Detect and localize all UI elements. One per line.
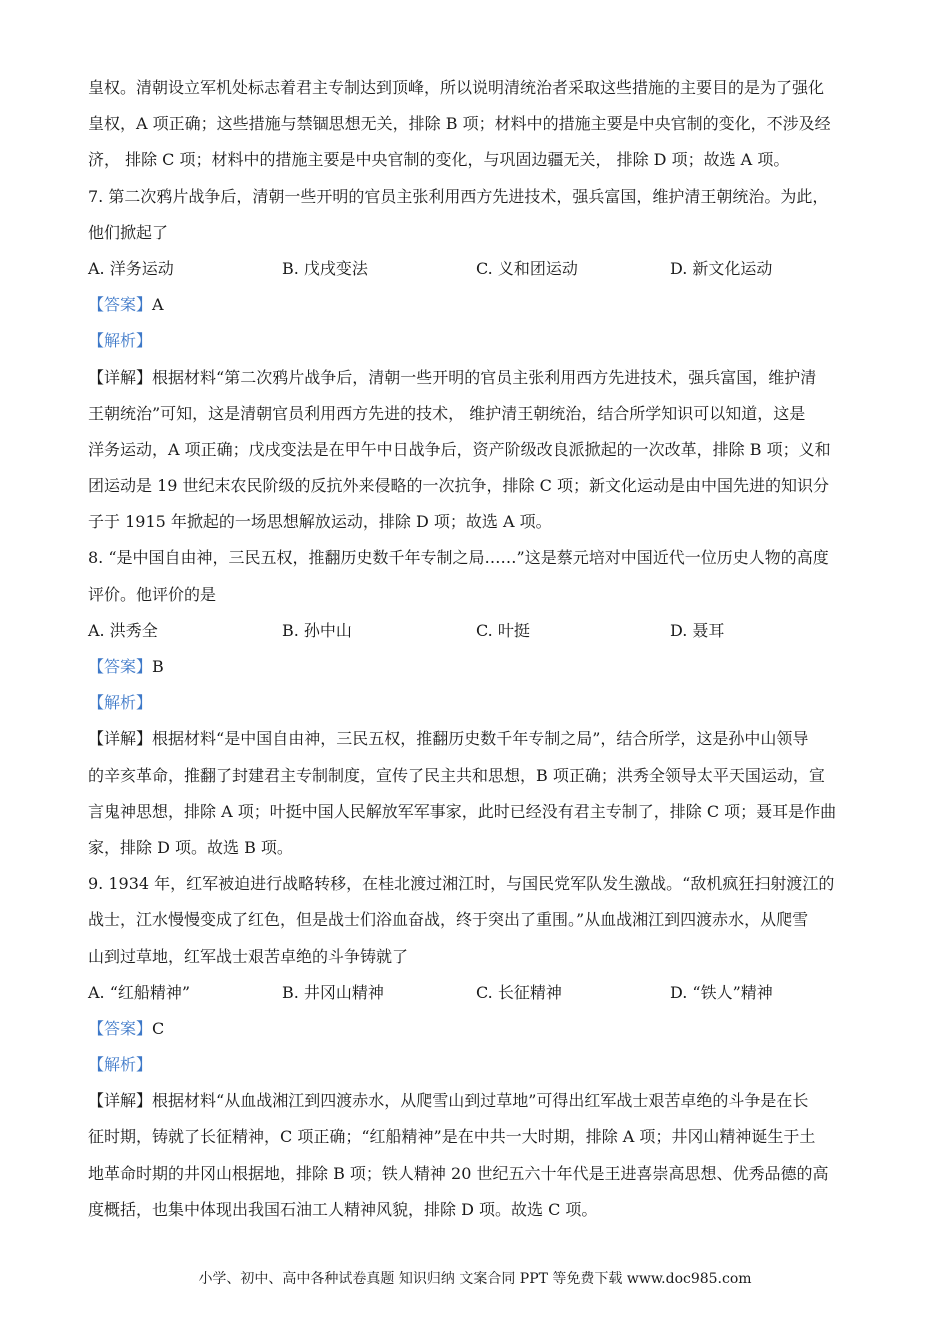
option-d: D. 新文化运动 xyxy=(670,258,773,278)
question-8-detail: 家，排除 D 项。故选 B 项。 xyxy=(88,837,293,857)
question-7-detail: 子于 1915 年掀起的一场思想解放运动，排除 D 项；故选 A 项。 xyxy=(88,512,552,532)
option-d: D. “铁人”精神 xyxy=(670,982,773,1002)
question-7-stem: 他们掀起了 xyxy=(88,222,169,242)
question-8-analysis xyxy=(88,685,864,721)
question-9-answer xyxy=(88,1011,864,1047)
answer-tag: 【答案】 xyxy=(88,295,153,315)
answer-value: B xyxy=(152,657,164,676)
question-7-detail: 洋务运动，A 项正确；戊戌变法是在甲午中日战争后，资产阶级改良派掀起的一次改革，排除 B 项；义和 xyxy=(88,439,831,459)
detail-text: 根据材料“是中国自由神，三民五权，推翻历史数千年专制之局”，结合所学，这是孙中山领导 xyxy=(152,729,809,749)
analysis-tag: 【解析】 xyxy=(88,331,153,351)
question-8-detail: 的辛亥革命，推翻了封建君主专制制度，宣传了民主共和思想，B 项正确；洪秀全领导太平天国运动，宣 xyxy=(88,765,825,785)
question-9-analysis xyxy=(88,1047,864,1083)
option-a: A. 洪秀全 xyxy=(88,620,158,640)
question-7-detail: 王朝统治”可知，这是清朝官员利用西方先进的技术， 维护清王朝统治，结合所学知识可以知道，这是 xyxy=(88,403,806,423)
detail-tag: 【详解】 xyxy=(88,367,153,387)
option-c: C. 叶挺 xyxy=(476,620,530,640)
question-7-detail: 团运动是 19 世纪末农民阶级的反抗外来侵略的一次抗争，排除 C 项；新文化运动是由中国先进的知识分 xyxy=(88,476,829,496)
question-7-answer xyxy=(88,287,864,323)
question-7-options xyxy=(88,251,864,287)
question-9-detail: 地革命时期的井冈山根据地，排除 B 项；铁人精神 20 世纪五六十年代是王进喜崇高思想、优秀品德的高 xyxy=(88,1163,829,1183)
option-a: A. “红船精神” xyxy=(88,982,191,1002)
question-8-stem: 8. “是中国自由神，三民五权，推翻历史数千年专制之局……”这是蔡元培对中国近代一位历史人物的高度 xyxy=(88,548,829,568)
question-8-detail xyxy=(88,721,864,757)
question-9-detail: 征时期，铸就了长征精神，C 项正确；“红船精神”是在中共一大时期，排除 A 项；井冈山精神诞生于土 xyxy=(88,1127,816,1147)
analysis-tag: 【解析】 xyxy=(88,693,153,713)
question-9-options xyxy=(88,975,864,1011)
detail-text: 根据材料“第二次鸦片战争后，清朝一些开明的官员主张利用西方先进技术，强兵富国，维护清 xyxy=(152,367,817,387)
answer-value: A xyxy=(152,295,164,315)
question-7-detail xyxy=(88,360,864,396)
question-8-detail: 言鬼神思想，排除 A 项；叶挺中国人民解放军军事家，此时已经没有君主专制了，排除 C 项；聂耳是作曲 xyxy=(88,801,837,821)
detail-tag: 【详解】 xyxy=(88,1091,153,1111)
analysis-tag: 【解析】 xyxy=(88,1055,153,1075)
answer-tag: 【答案】 xyxy=(88,1018,153,1038)
option-b: B. 戊戌变法 xyxy=(282,258,368,278)
question-9-detail xyxy=(88,1083,864,1119)
detail-text: 根据材料“从血战湘江到四渡赤水，从爬雪山到过草地”可得出红军战士艰苦卓绝的斗争是在长 xyxy=(152,1091,809,1111)
question-9-stem: 山到过草地，红军战士艰苦卓绝的斗争铸就了 xyxy=(88,946,409,966)
option-c: C. 长征精神 xyxy=(476,982,562,1002)
question-7-stem: 7. 第二次鸦片战争后，清朝一些开明的官员主张利用西方先进技术，强兵富国，维护清王朝统治。为此， xyxy=(88,186,829,206)
option-d: D. 聂耳 xyxy=(670,620,725,640)
question-9-detail: 度概括，也集中体现出我国石油工人精神风貌，排除 D 项。故选 C 项。 xyxy=(88,1199,598,1219)
option-c: C. 义和团运动 xyxy=(476,258,578,278)
question-8-options xyxy=(88,613,864,649)
answer-value: C xyxy=(152,1018,165,1038)
question-9-stem: 战士，江水慢慢变成了红色，但是战士们浴血奋战，终于突出了重围。”从血战湘江到四渡赤水，从爬雪 xyxy=(88,910,809,930)
option-b: B. 孙中山 xyxy=(282,620,352,640)
answer-tag: 【答案】 xyxy=(88,657,153,676)
page-footer: 小学、初中、高中各种试卷真题 知识归纳 文案合同 PPT 等免费下载 www.doc985.com xyxy=(198,1271,752,1287)
intro-line: 济， 排除 C 项；材料中的措施主要是中央官制的变化，与巩固边疆无关， 排除 D 项；故选 A 项。 xyxy=(88,150,790,170)
intro-line: 皇权，A 项正确；这些措施与禁锢思想无关，排除 B 项；材料中的措施主要是中央官制的变化，不涉及经 xyxy=(88,114,831,134)
intro-line: 皇权。清朝设立军机处标志着君主专制达到顶峰，所以说明清统治者采取这些措施的主要目的是为了强化 xyxy=(88,78,825,97)
page-content xyxy=(88,70,864,1228)
detail-tag: 【详解】 xyxy=(88,729,153,749)
option-b: B. 井冈山精神 xyxy=(282,982,384,1002)
option-a: A. 洋务运动 xyxy=(88,258,174,278)
question-8-answer xyxy=(88,649,864,685)
question-8-stem: 评价。他评价的是 xyxy=(88,584,217,604)
question-7-analysis xyxy=(88,323,864,359)
question-9-stem: 9. 1934 年，红军被迫进行战略转移，在桂北渡过湘江时，与国民党军队发生激战。“敌机疯狂扫射渡江的 xyxy=(88,874,835,894)
